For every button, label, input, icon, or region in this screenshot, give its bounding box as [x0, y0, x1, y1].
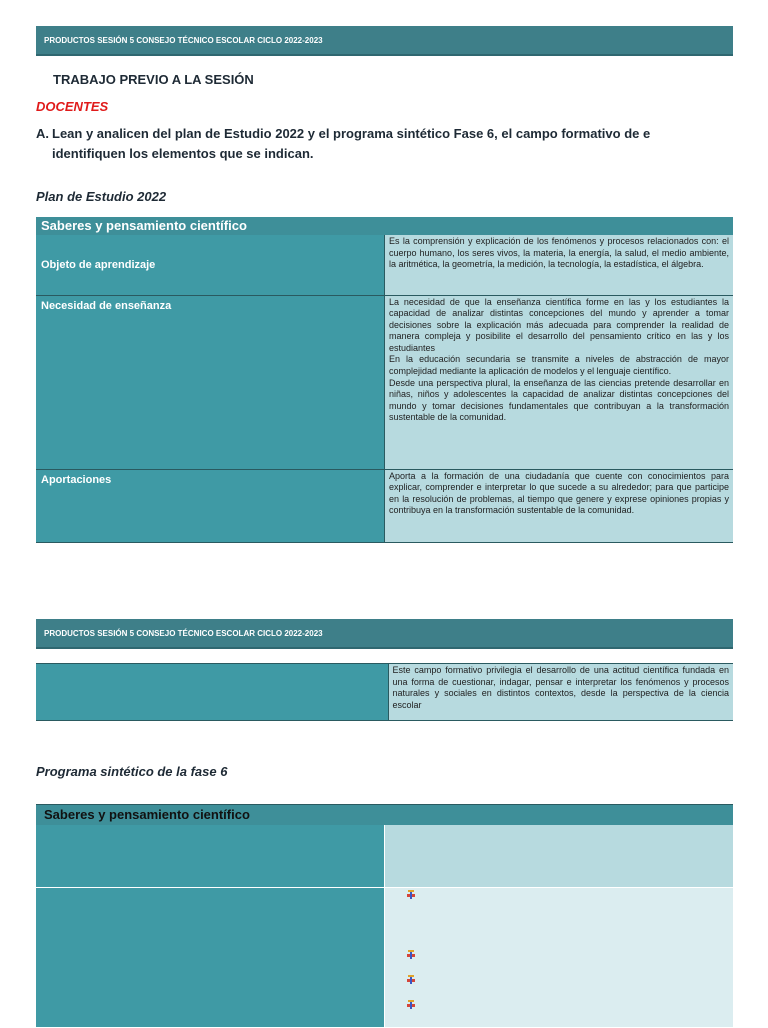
continuation-table [36, 663, 733, 721]
section-heading: TRABAJO PREVIO A LA SESIÓN [53, 72, 254, 87]
page-header-banner [36, 26, 733, 56]
bullet-arrow-icon [406, 890, 416, 900]
bullet-arrow-icon [406, 1000, 416, 1010]
instruction-text: Lean y analicen del plan de Estudio 2022 y el programa sintético Fase 6, el campo formativo de e identifiquen los elementos que se indican. [52, 126, 651, 161]
row-label [36, 825, 385, 887]
programa-table-header: Saberes y pensamiento científico [36, 805, 733, 826]
role-label: DOCENTES [36, 99, 109, 114]
row-value: Es la comprensión y explicación de los fenómenos y procesos relacionados con: el cuerpo humano, los seres vivos, la materia, la energía, la salud, el medio ambiente, la aritmética, la geometría, la medición, la tecnología, la estadística, el álgebra. [385, 235, 734, 295]
table-row [36, 469, 733, 542]
instruction [36, 124, 726, 164]
table-row [36, 825, 733, 887]
page-header-banner [36, 619, 733, 649]
row-value [385, 887, 734, 1027]
table-row [36, 295, 733, 469]
table-row [36, 235, 733, 295]
row-label [36, 887, 385, 1027]
bullet-arrow-icon [406, 975, 416, 985]
programa-table [36, 804, 733, 1028]
row-value: La necesidad de que la enseñanza científica forme en las y los estudiantes la capacidad de analizar distintas concepciones del mundo y aprender a tomar decisiones sobre la explicación más adecuada para comprender la realidad de manera compleja y posibilite el desarrollo del pensamiento crítico en las y los estudiantes En la educación secundaria se transmite a niveles de abstracción de mayor complejidad mediante la aplicación de modelos y el lenguaje científico. Desde una perspectiva plural, la enseñanza de las ciencias pretende desarrollar en niñas, niños y adolescentes la capacidad de analizar distintas concepciones del mundo y tomar decisiones fundamentales que contribuyan a la transformación sustentable de la comunidad. [385, 295, 734, 469]
row-value [385, 825, 734, 887]
banner-text: PRODUCTOS SESIÓN 5 CONSEJO TÉCNICO ESCOLAR CICLO 2022-2023 [44, 628, 323, 638]
table-row [36, 664, 733, 721]
row-label: Objeto de aprendizaje [36, 235, 385, 295]
row-value: Este campo formativo privilegia el desarrollo de una actitud científica fundada en una forma de cuestionar, indagar, pensar e interpretar los fenómenos y procesos naturales y sociales en distintos contextos, desde la perspectiva de la ciencia escolar [388, 664, 733, 721]
bullet-arrow-icon [406, 950, 416, 960]
row-label [36, 664, 388, 721]
banner-text: PRODUCTOS SESIÓN 5 CONSEJO TÉCNICO ESCOLAR CICLO 2022-2023 [44, 35, 323, 45]
row-label: Aportaciones [36, 469, 385, 542]
programa-title: Programa sintético de la fase 6 [36, 764, 228, 779]
plan-table-header: Saberes y pensamiento científico [36, 217, 733, 235]
plan-table [36, 217, 733, 543]
row-label: Necesidad de enseñanza [36, 295, 385, 469]
row-value: Aporta a la formación de una ciudadanía que cuente con conocimientos para explicar, comprender e interpretar lo que sucede a su alrededor; para que participe en la resolución de problemas, al tiempo que genere y exprese opiniones propias y contribuya en la transformación sustentable de la comunidad. [385, 469, 734, 542]
instruction-letter: A. [36, 126, 49, 141]
plan-title: Plan de Estudio 2022 [36, 189, 167, 204]
table-row [36, 887, 733, 1027]
